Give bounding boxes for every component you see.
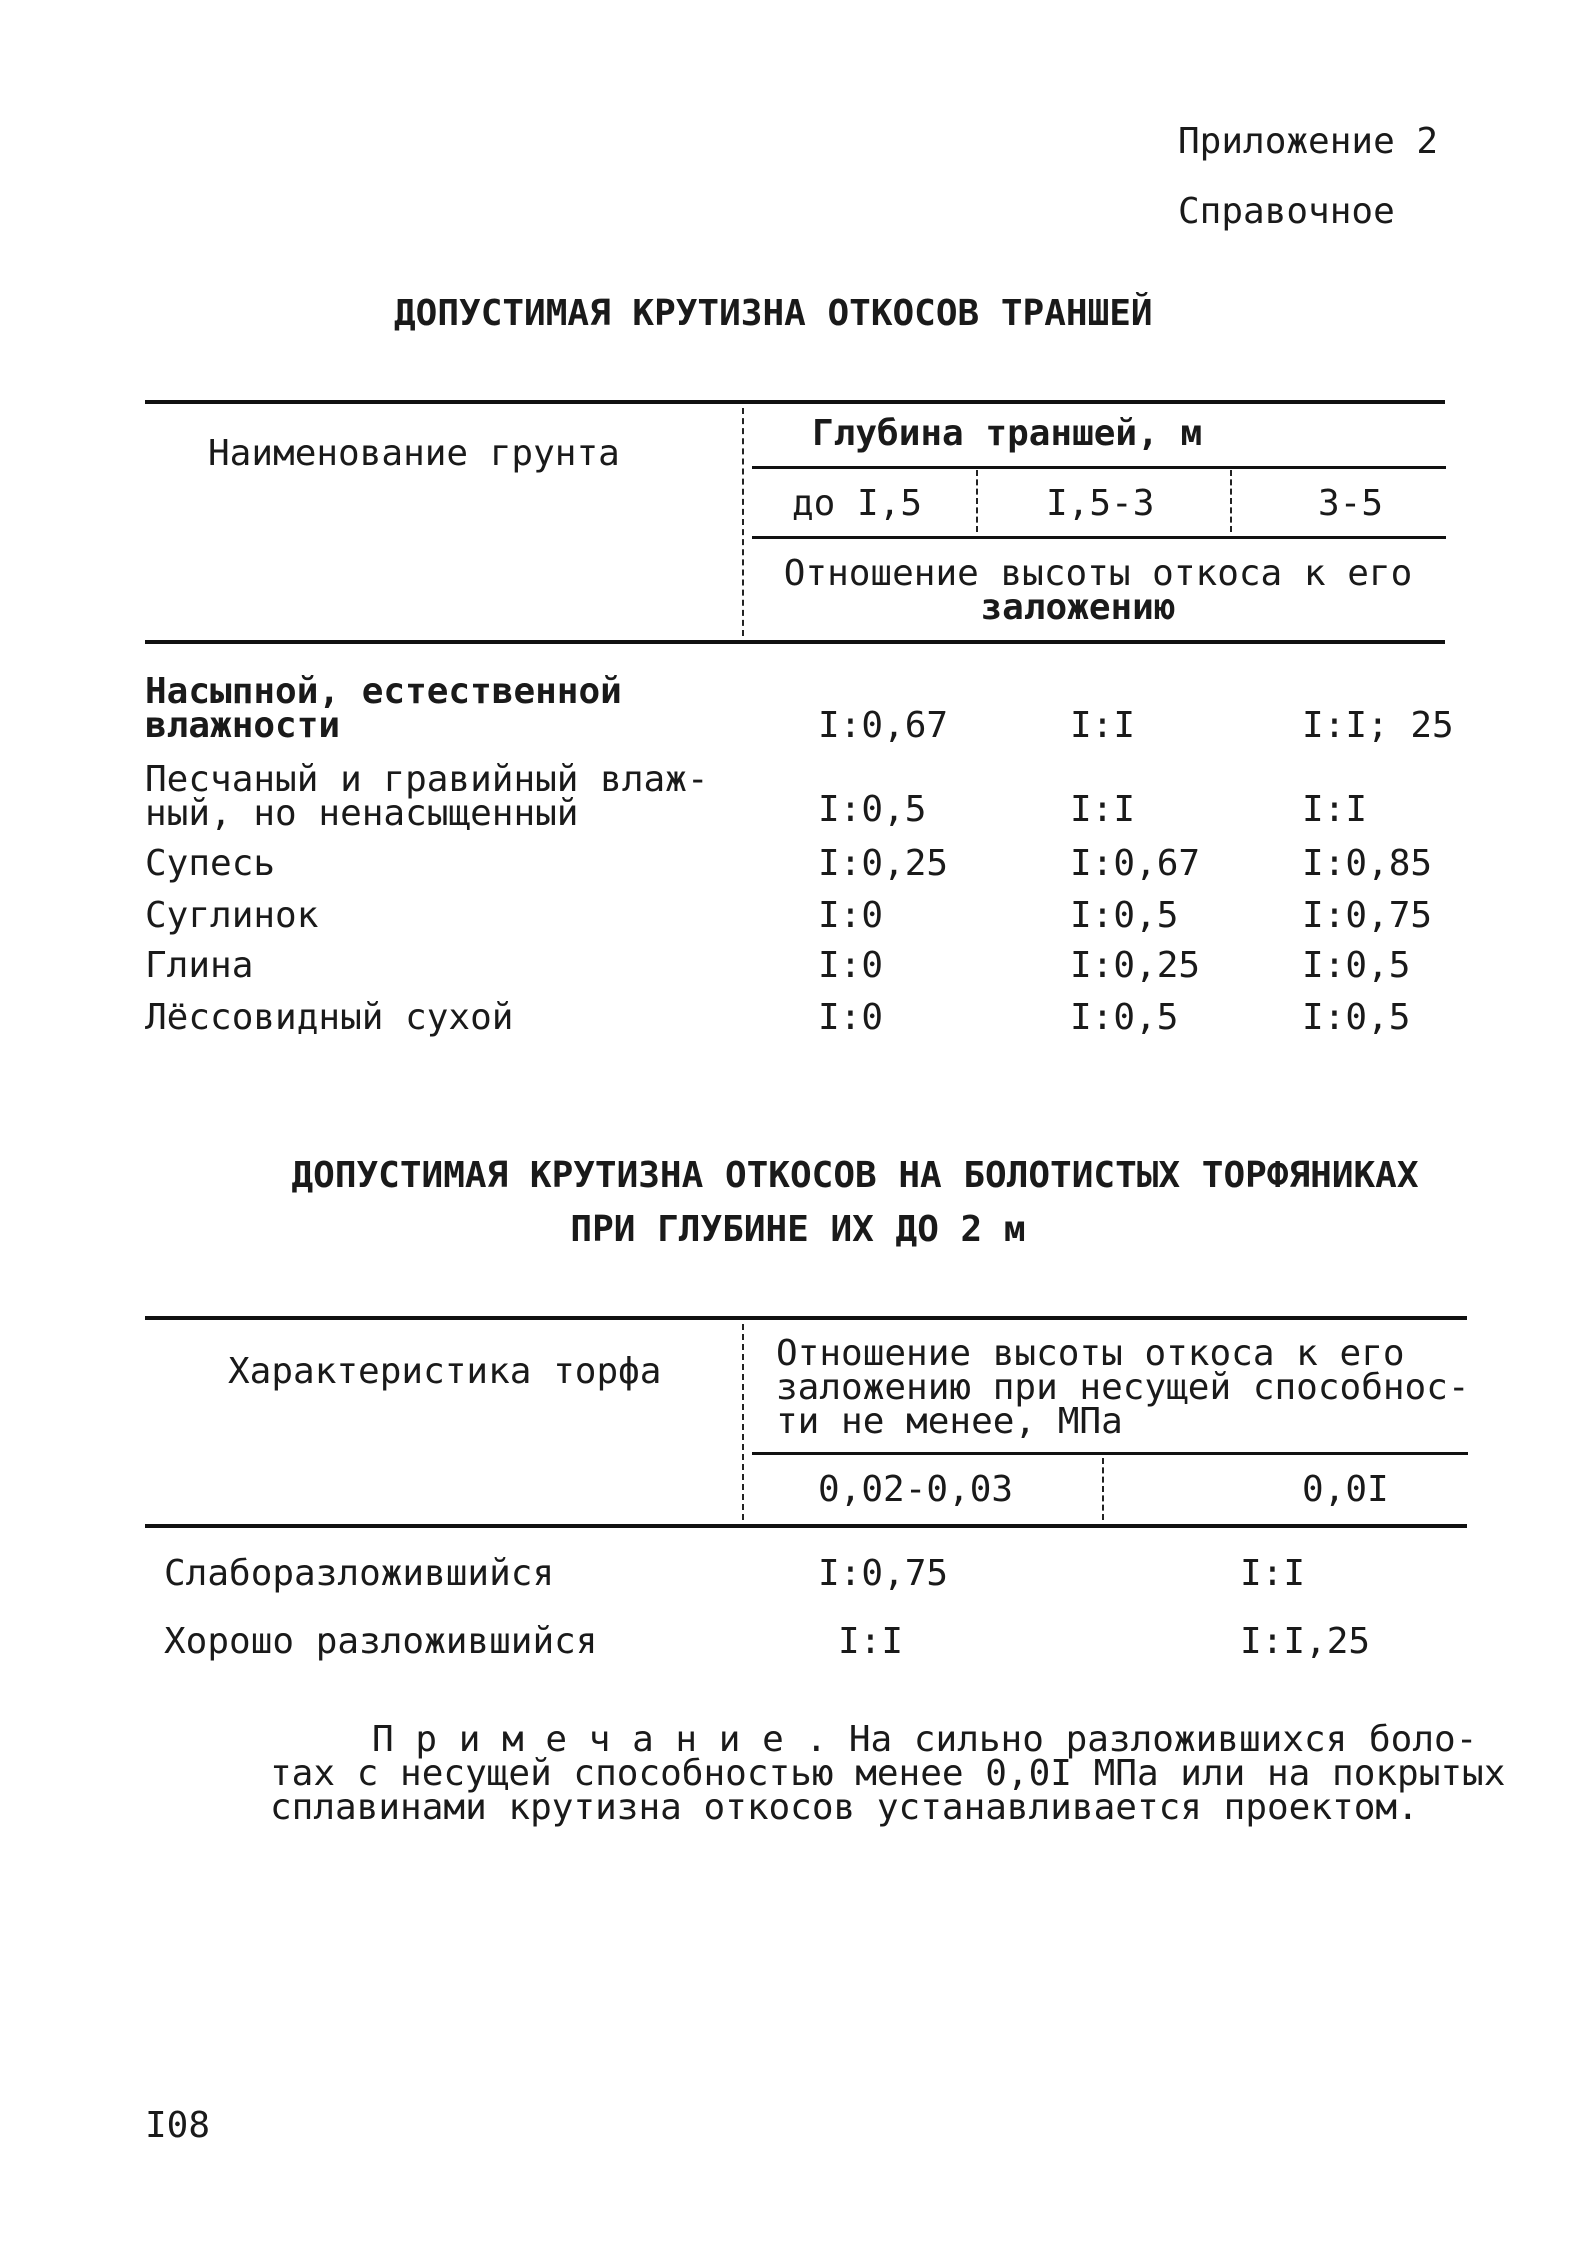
page-number: I08 [145,2105,211,2146]
ratio-value: I:0,5 [1302,945,1411,986]
ratio-label-line2: заложению [980,587,1176,628]
table1-top-rule [145,400,1445,404]
ratio-label-line1: Отношение высоты откоса к его [783,553,1413,594]
col-depth-header: Глубина траншей, м [812,413,1203,454]
ratio-value: I:I [1070,705,1136,746]
table1-header-bottom-rule [145,640,1445,644]
table1-depth-rule [752,466,1446,469]
appendix-label: Приложение 2 [1178,121,1439,162]
table1-ratio-rule [752,536,1446,539]
ratio-value: I:0 [818,945,884,986]
table1-col-divider [742,408,744,636]
col-soil-header: Наименование грунта [208,433,620,474]
ratio-value: I:I,25 [1240,1621,1371,1662]
ratio-value: I:0,5 [1302,997,1411,1038]
soil-name: Суглинок [145,895,319,936]
note-line: сплавинами крутизна откосов устанавливается проектом. [270,1787,1419,1828]
ratio-value: I:I [1240,1553,1306,1594]
ratio-value: I:I [838,1621,904,1662]
soil-name: Глина [145,945,254,986]
depth-divider-2 [1230,470,1232,532]
soil-name: Песчаный и гравийный влаж- [145,759,709,800]
reference-label: Справочное [1178,191,1395,232]
ratio-value: I:I; 25 [1302,705,1454,746]
note-line: тах с несущей способностью менее 0,0I МПа или на покрытых [270,1753,1506,1794]
ratio-value: I:0,5 [1070,895,1179,936]
ratio-value: I:0,75 [818,1553,949,1594]
table2-col-divider [742,1324,744,1520]
ratio-value: I:0 [818,895,884,936]
soil-name: Супесь [145,843,276,884]
table1-title: ДОПУСТИМАЯ КРУТИЗНА ОТКОСОВ ТРАНШЕЙ [394,293,1153,334]
depth-col-1: до I,5 [792,483,923,524]
ratio-value: I:0,25 [818,843,949,884]
col-peat-header: Характеристика торфа [228,1351,662,1392]
capacity-divider [1102,1458,1104,1520]
ratio-value: I:0,85 [1302,843,1433,884]
soil-name: ный, но ненасыщенный [145,793,579,834]
table2-header-bottom-rule [145,1524,1467,1528]
table2-top-rule [145,1316,1467,1320]
note-line: П р и м е ч а н и е . На сильно разложившихся боло- [372,1719,1478,1760]
ratio-header-line3: ти не менее, МПа [776,1401,1123,1442]
depth-col-2: I,5-3 [1046,483,1155,524]
ratio-value: I:0 [818,997,884,1038]
table2-capacity-rule [752,1452,1468,1455]
capacity-col-2: 0,0I [1302,1469,1389,1510]
ratio-value: I:I [1070,789,1136,830]
table2-title-line2: ПРИ ГЛУБИНЕ ИХ ДО 2 м [570,1209,1026,1250]
ratio-value: I:0,5 [1070,997,1179,1038]
ratio-header-line2: заложению при несущей способнос- [776,1367,1470,1408]
soil-name: Лёссовидный сухой [145,997,514,1038]
ratio-value: I:0,67 [1070,843,1201,884]
depth-divider-1 [976,470,978,532]
depth-col-3: 3-5 [1318,483,1384,524]
peat-name: Хорошо разложившийся [164,1621,598,1662]
ratio-value: I:0,67 [818,705,949,746]
table2-title-line1: ДОПУСТИМАЯ КРУТИЗНА ОТКОСОВ НА БОЛОТИСТЫХ ТОРФЯНИКАХ [291,1155,1419,1196]
ratio-value: I:I [1302,789,1368,830]
soil-name: влажности [145,705,341,746]
peat-name: Слаборазложившийся [164,1553,555,1594]
ratio-value: I:0,5 [818,789,927,830]
soil-name: Насыпной, естественной [145,671,622,712]
ratio-header-line1: Отношение высоты откоса к его [776,1333,1405,1374]
ratio-value: I:0,25 [1070,945,1201,986]
ratio-value: I:0,75 [1302,895,1433,936]
capacity-col-1: 0,02-0,03 [818,1469,1014,1510]
